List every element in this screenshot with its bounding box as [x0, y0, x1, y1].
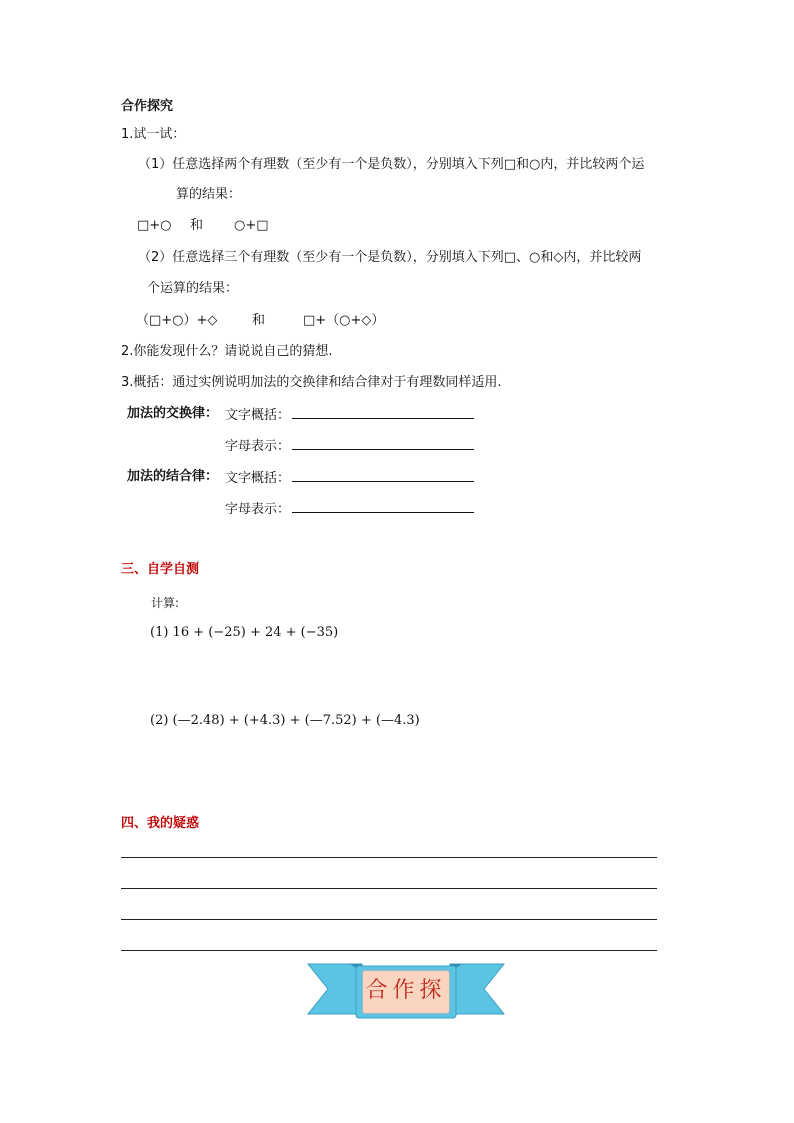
expression-2-right: □+（○+◇）	[303, 313, 385, 328]
answer-line-3[interactable]	[121, 919, 657, 920]
commutative-law-label: 加法的交换律：	[127, 406, 219, 421]
section-heading-collab: 合作探究	[121, 99, 174, 114]
letter-form-label: 字母表示：	[225, 502, 291, 517]
commutative-letter-row	[225, 437, 474, 455]
question-2: 2.你能发现什么？请说说自己的猜想.	[121, 344, 333, 359]
text-summary-label: 文字概括：	[225, 471, 291, 486]
associative-text-blank[interactable]	[292, 469, 474, 482]
section-heading-doubts: 四、我的疑惑	[121, 816, 200, 831]
question-1-part-2-line-1: （2）任意选择三个有理数（至少有一个是负数），分别填入下列□、○和◇内，并比较两	[138, 250, 642, 265]
question-3: 3.概括：通过实例说明加法的交换律和结合律对于有理数同样适用.	[121, 375, 502, 390]
banner-text: 合作探	[365, 978, 447, 1003]
answer-line-2[interactable]	[121, 888, 657, 889]
expression-2-and: 和	[252, 313, 266, 328]
section-heading-self-test: 三、自学自测	[121, 562, 200, 577]
associative-letter-blank[interactable]	[292, 500, 474, 513]
question-1-label: 1.试一试：	[121, 127, 186, 142]
associative-law-label: 加法的结合律：	[127, 469, 219, 484]
expression-1-and: 和	[190, 218, 204, 233]
question-1-part-1-line-1: （1）任意选择两个有理数（至少有一个是负数），分别填入下列□和○内，并比较两个运	[138, 157, 645, 172]
letter-form-label: 字母表示：	[225, 439, 291, 454]
commutative-letter-blank[interactable]	[292, 437, 474, 450]
commutative-text-row	[225, 406, 474, 424]
associative-letter-row	[225, 500, 474, 518]
problem-2: (2) (—2.48) + (+4.3) + (—7.52) + (—4.3)	[150, 713, 420, 728]
associative-text-row	[225, 469, 474, 487]
expression-2-left: （□+○）+◇	[136, 313, 218, 328]
calc-label: 计算:	[151, 596, 180, 610]
expression-1-right: ○+□	[234, 218, 269, 233]
collab-banner	[306, 960, 506, 1026]
answer-line-1[interactable]	[121, 857, 657, 858]
problem-1: (1) 16 + (−25) + 24 + (−35)	[150, 625, 339, 640]
commutative-text-blank[interactable]	[292, 406, 474, 419]
expression-1-left: □+○	[137, 218, 172, 233]
question-1-part-1-line-2: 算的结果：	[176, 187, 242, 202]
answer-line-4[interactable]	[121, 950, 657, 951]
text-summary-label: 文字概括：	[225, 408, 291, 423]
question-1-part-2-line-2: 个运算的结果：	[147, 281, 239, 296]
